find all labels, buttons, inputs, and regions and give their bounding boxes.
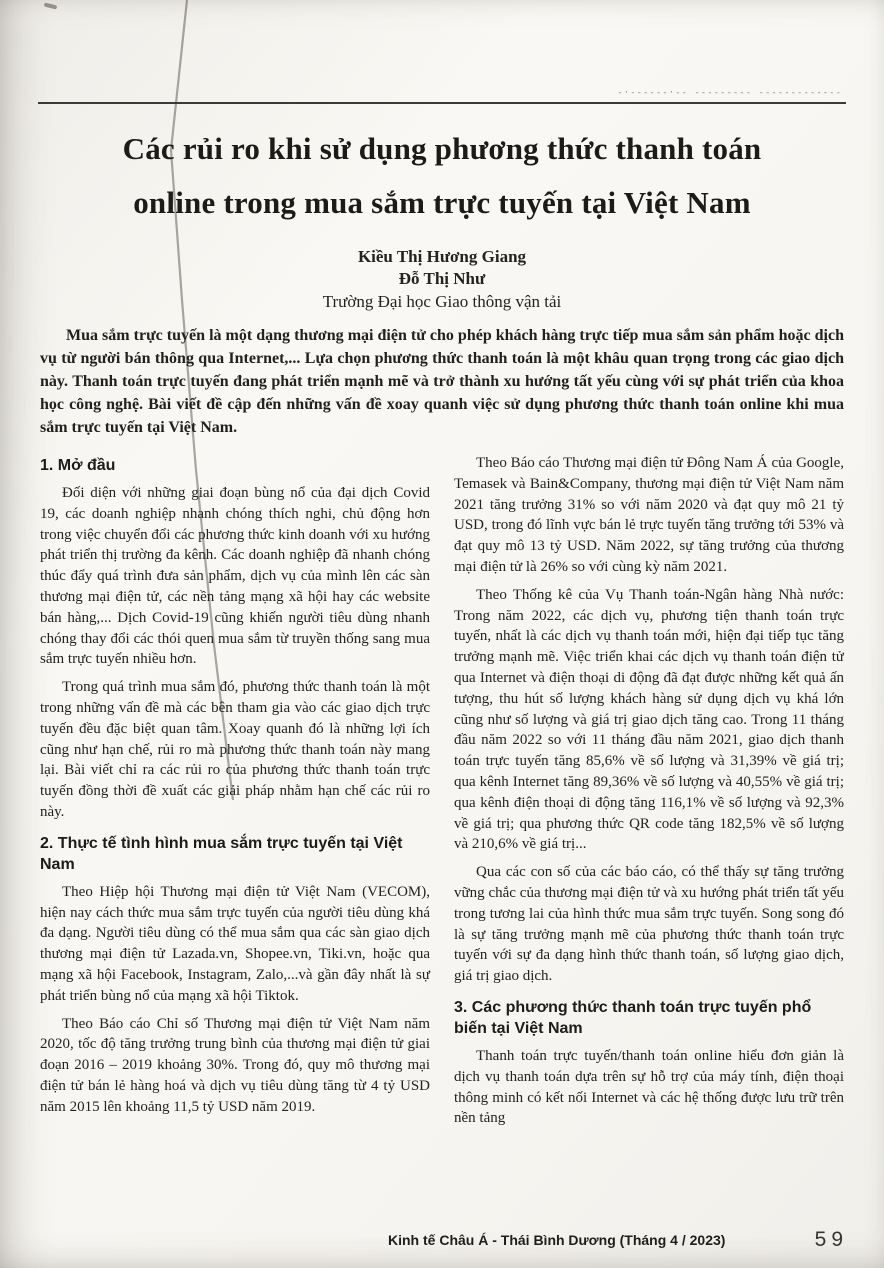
left-paragraph-1: Đối diện với những giai đoạn bùng nổ của đại dịch Covid 19, các doanh nghiệp nhanh chóng thích nghi, chủ động hơn trong việc chuyển đổi các phương thức kinh doanh với xu hướng phát triển thị trường đa kênh. Các doanh nghiệp đã nhanh chóng thúc đẩy quá trình đưa sản phẩm, dịch vụ của mình lên các sàn thương mại điện tử, các nền tảng mạng xã hội hay các website bán hàng,... Dịch Covid-19 cũng khiến người tiêu dùng nhanh chóng thay đổi các thói quen mua sắm từ truyền thống sang mua sắm trực tuyến nhiều hơn. (40, 485, 430, 668)
page-content (0, 122, 884, 1136)
authors-block (40, 246, 844, 313)
right-paragraph-2: Theo Thống kê của Vụ Thanh toán-Ngân hàng Nhà nước: Trong năm 2022, các dịch vụ, phương tiện thanh toán trực tuyến, nhất là các dịch vụ thanh toán mới, hiện đại tiếp tục tăng trưởng mạnh mẽ. Việc triển khai các dịch vụ thanh toán điện tử qua Internet và điện thoại di động đã đạt được những kết quả ấn tượng, thu hút số lượng khách hàng sử dụng dịch vụ khá lớn cũng như số lượng và giá trị giao dịch tăng cao. Trong 11 tháng đầu năm 2022 so với 11 tháng đầu năm 2021, giao dịch thanh toán trực tuyến tăng 85,6% về số lượng và 31,39% về giá trị; qua kênh Internet tăng 89,36% về số lượng và 40,55% về giá trị; qua kênh điện thoại di động tăng 116,1% về số lượng và 92,3% về giá trị; qua phương thức QR code tăng 182,5% về số lượng và 210,6% về giá trị... (454, 586, 844, 853)
left-column (40, 453, 430, 1136)
right-column (454, 453, 844, 1136)
author-name-1: Kiều Thị Hương Giang (357, 247, 527, 266)
article-title-line1: Các rủi ro khi sử dụng phương thức thanh toán (122, 131, 762, 166)
left-paragraph-2: Trong quá trình mua sắm đó, phương thức thanh toán là một trong những vấn đề mà các bên tham gia vào các giao dịch trực tuyến đều đặc biệt quan tâm. Xoay quanh đó là những lợi ích cũng như hạn chế, rủi ro mà phương thức thanh toán này mang lại. Bài viết chỉ ra các rủi ro của phương thức thanh toán trực tuyến đồng thời đề xuất các giải pháp nhằm hạn chế các rủi ro này. (40, 679, 430, 820)
right-paragraph-1: Theo Báo cáo Thương mại điện tử Đông Nam Á của Google, Temasek và Bain&Company, thương mại điện tử Việt Nam năm 2021 tăng trưởng 31% so với năm 2020 và đạt quy mô 21 tỷ USD, trong đó lĩnh vực bán lẻ trực tuyến tăng trưởng tới 53% và đạt quy mô 13 tỷ USD. Năm 2022, sự tăng trưởng của thương mại điện tử là 26% so với cùng kỳ năm 2021. (454, 455, 844, 575)
page-footer (0, 1226, 884, 1252)
right-paragraph-3: Qua các con số của các báo cáo, có thể thấy sự tăng trưởng vững chắc của thương mại điện tử và xu hướng phát triển tất yếu trong tương lai của hình thức mua sắm trực tuyến. Song song đó là sự tăng trưởng mạnh mẽ của phương thức thanh toán trực tuyến với sự đa dạng hình thức thanh toán, số lượng giao dịch, giá trị giao dịch. (454, 864, 844, 985)
affiliation: Trường Đại học Giao thông vận tải (322, 292, 562, 311)
abstract-paragraph: Mua sắm trực tuyến là một dạng thương mại điện tử cho phép khách hàng trực tiếp mua sắm sản phẩm hoặc dịch vụ từ người bán thông qua Internet,... Lựa chọn phương thức thanh toán là một khâu quan trọng trong các giao dịch này. Thanh toán trực tuyến đang phát triển mạnh mẽ và trở thành xu hướng tất yếu cùng với sự phát triển của khoa học công nghệ. Bài viết đề cập đến những vấn đề xoay quanh việc sử dụng phương thức thanh toán online khi mua sắm trực tuyến tại Việt Nam. (40, 327, 844, 436)
author-name-2: Đỗ Thị Như (398, 269, 486, 288)
section-heading-2: 2. Thực tế tình hình mua sắm trực tuyến tại Việt Nam (40, 834, 403, 873)
left-paragraph-4: Theo Báo cáo Chỉ số Thương mại điện tử Việt Nam năm 2020, tốc độ tăng trưởng trung bình của thương mại điện tử giai đoạn 2016 – 2019 khoảng 30%. Trong đó, quy mô thương mại điện tử bán lẻ hàng hoá và dịch vụ tiêu dùng tăng từ 4 tỷ USD năm 2015 lên khoảng 11,5 tỷ USD năm 2019. (40, 1015, 430, 1115)
scan-speck-artifact (44, 2, 58, 9)
page-number: 59 (814, 1228, 848, 1251)
article-title (40, 122, 844, 230)
section-heading-3: 3. Các phương thức thanh toán trực tuyến phổ biến tại Việt Nam (454, 998, 812, 1037)
header-rule (38, 102, 846, 104)
section-heading-1: 1. Mở đầu (40, 457, 116, 474)
two-column-body (40, 453, 844, 1136)
left-paragraph-3: Theo Hiệp hội Thương mại điện tử Việt Nam (VECOM), hiện nay cách thức mua sắm trực tuyến của người tiêu dùng khá đa dạng. Người tiêu dùng có thể mua sắm qua các sàn giao dịch thương mại điện tử Lazada.vn, Shopee.vn, Tiki.vn, hoặc qua mạng xã hội Facebook, Instagram, Zalo,...và gần đây nhất là sự phát triển bùng nổ của mạng xã hội Tiktok. (40, 883, 430, 1004)
journal-name-and-issue: Kinh tế Châu Á - Thái Bình Dương (Tháng 4 / 2023) (388, 1232, 726, 1248)
header-dashes-artifact: -·------·-- --------- ------------- (617, 88, 842, 98)
right-paragraph-4: Thanh toán trực tuyến/thanh toán online hiểu đơn giản là dịch vụ thanh toán dựa trên sự hỗ trợ của máy tính, điện thoại thông minh có kết nối Internet và các hệ thống được lưu trữ trên nền tảng (454, 1047, 844, 1127)
article-title-line2: online trong mua sắm trực tuyến tại Việt Nam (133, 185, 751, 220)
